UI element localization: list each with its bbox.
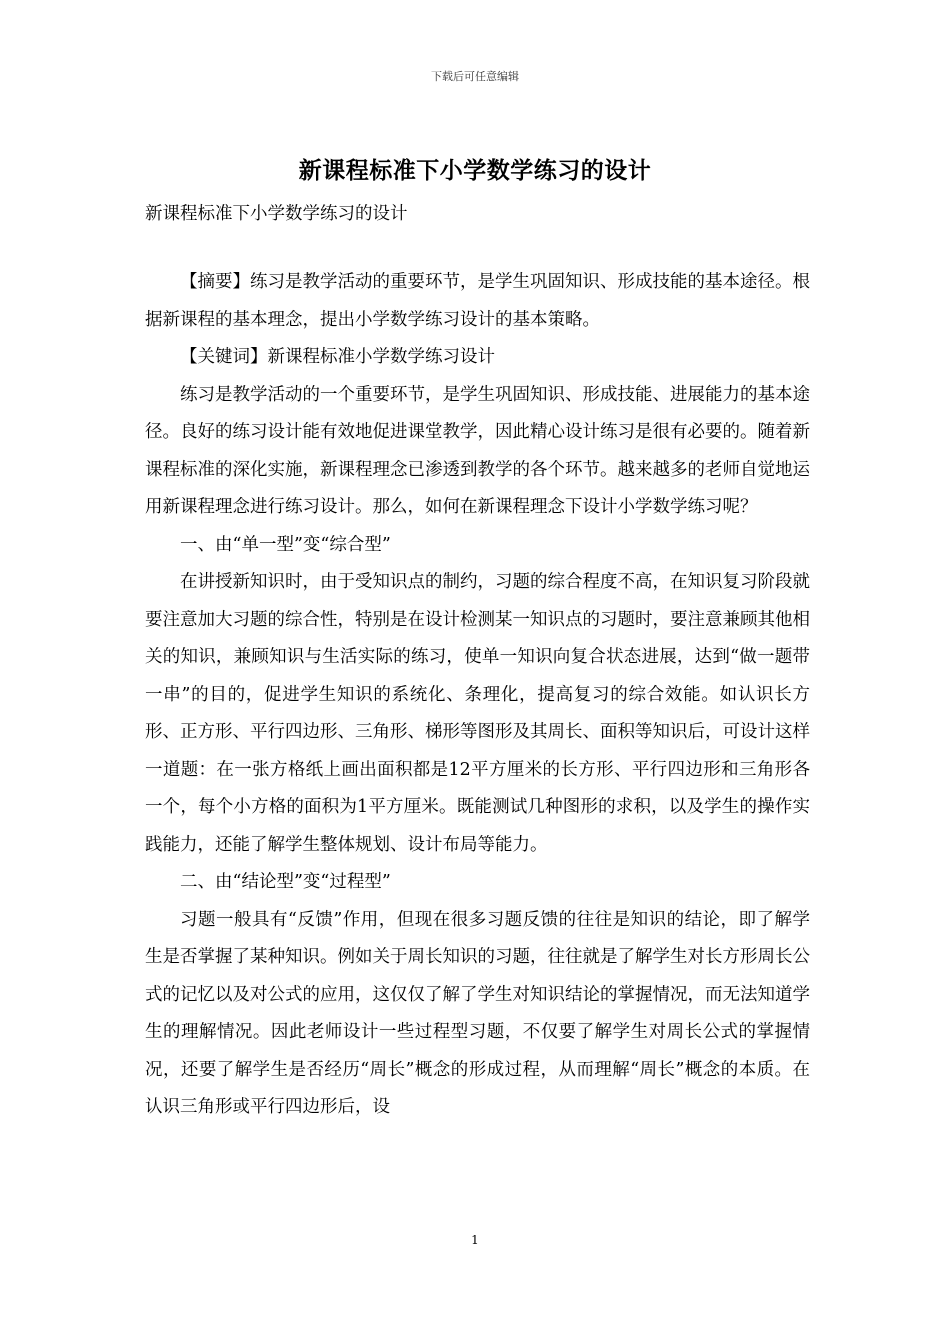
page-number: 1 — [471, 1233, 479, 1247]
section-1-paragraph: 在讲授新知识时，由于受知识点的制约，习题的综合程度不高，在知识复习阶段就要注意加大习题的综合性，特别是在设计检测某一知识点的习题时，要注意兼顾其他相关的知识，兼顾知识与生活实际的练习，使单一知识向复合状态进展，达到“做一题带一串”的目的，促进学生知识的系统化、条理化，提高复习的综合效能。如认识长方形、正方形、平行四边形、三角形、梯形等图形及其周长、面积等知识后，可设计这样一道题：在一张方格纸上画出面积都是12平方厘米的长方形、平行四边形和三角形各一个，每个小方格的面积为1平方厘米。既能测试几种图形的求积，以及学生的操作实践能力，还能了解学生整体规划、设计布局等能力。 — [145, 572, 810, 855]
section-2-paragraph: 习题一般具有“反馈”作用，但现在很多习题反馈的往往是知识的结论，即了解学生是否掌握了某种知识。例如关于周长知识的习题，往往就是了解学生对长方形周长公式的记忆以及对公式的应用，这仅仅了解了学生对知识结论的掌握情况，而无法知道学生的理解情况。因此老师设计一些过程型习题，不仅要了解学生对周长公式的掌握情况，还要了解学生是否经历“周长”概念的形成过程，从而理解“周长”概念的本质。在认识三角形或平行四边形后，设 — [145, 909, 810, 1117]
intro-paragraph: 练习是教学活动的一个重要环节，是学生巩固知识、形成技能、进展能力的基本途径。良好的练习设计能有效地促进课堂教学，因此精心设计练习是很有必要的。随着新课程标准的深化实施，新课程理念已渗透到教学的各个环节。越来越多的老师自觉地运用新课程理念进行练习设计。那么，如何在新课程理念下设计小学数学练习呢？ — [145, 384, 810, 517]
keywords-paragraph: 【关键词】新课程标准小学数学练习设计 — [180, 347, 495, 367]
document-subtitle: 新课程标准下小学数学练习的设计 — [145, 204, 408, 224]
document-body — [145, 264, 810, 1127]
header-note: 下载后可任意编辑 — [431, 70, 519, 83]
section-heading-1: 一、由“单一型”变“综合型” — [180, 534, 391, 555]
abstract-paragraph: 【摘要】练习是教学活动的重要环节，是学生巩固知识、形成技能的基本途径。根据新课程的基本理念，提出小学数学练习设计的基本策略。 — [145, 272, 810, 330]
document-title: 新课程标准下小学数学练习的设计 — [298, 157, 652, 184]
section-heading-2: 二、由“结论型”变“过程型” — [180, 872, 391, 892]
